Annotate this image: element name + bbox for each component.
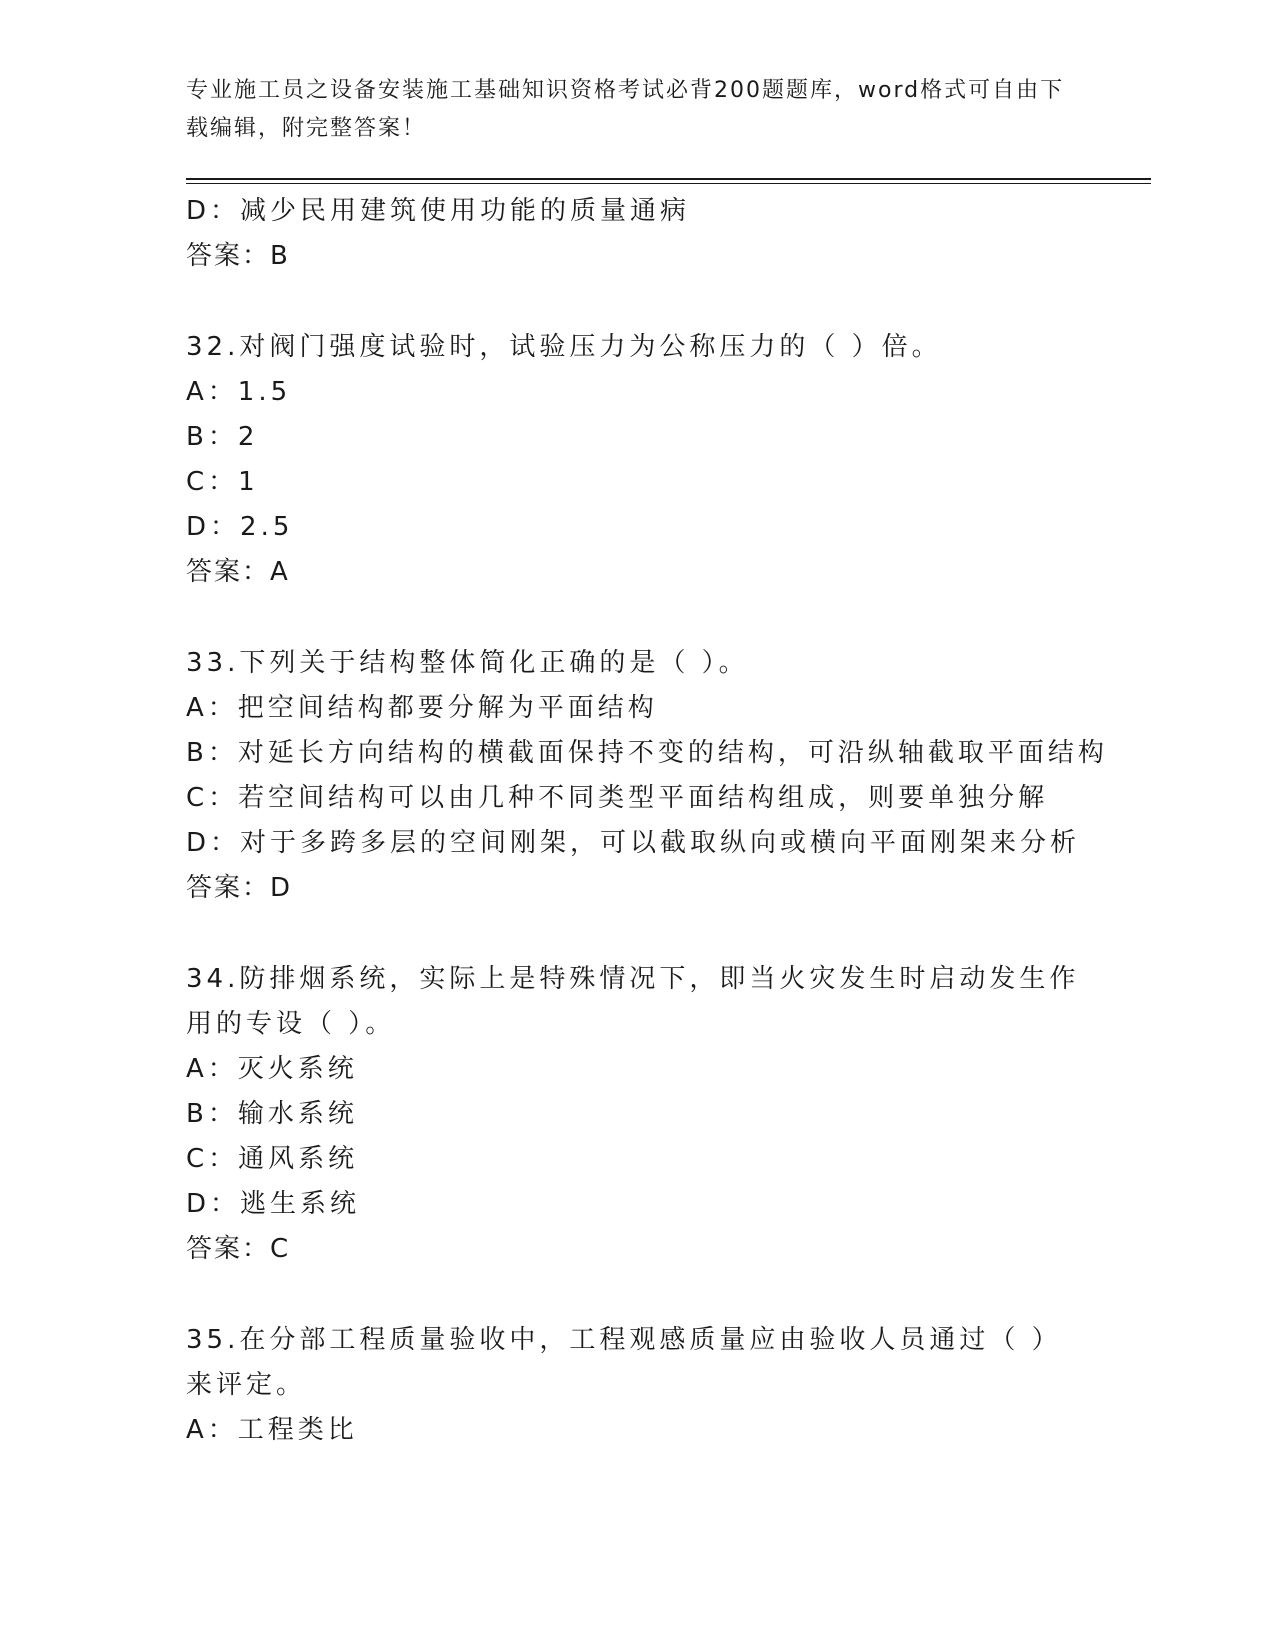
option-a: A：灭火系统 bbox=[186, 1054, 358, 1084]
option-a: A：1.5 bbox=[186, 377, 292, 407]
option-d: D：逃生系统 bbox=[186, 1189, 361, 1219]
option-b: B：对延长方向结构的横截面保持不变的结构，可沿纵轴截取平面结构 bbox=[186, 738, 1108, 768]
question-stem: 34.防排烟系统，实际上是特殊情况下，即当火灾发生时启动发生作用的专设（ ）。 bbox=[186, 964, 1080, 1039]
option-c: C：通风系统 bbox=[186, 1144, 359, 1174]
answer-line: 答案：A bbox=[186, 557, 290, 587]
header-rule-thin bbox=[186, 183, 1151, 184]
question-35 bbox=[186, 1318, 1086, 1453]
question-stem: 35.在分部工程质量验收中，工程观感质量应由验收人员通过（ ）来评定。 bbox=[186, 1325, 1062, 1400]
question-33 bbox=[186, 641, 1108, 911]
option-a: A：把空间结构都要分解为平面结构 bbox=[186, 693, 658, 723]
question-content bbox=[186, 189, 1108, 1453]
document-header: 专业施工员之设备安装施工基础知识资格考试必背200题题库，word格式可自由下载编辑，附完整答案！ bbox=[186, 78, 1065, 141]
option-d: D：对于多跨多层的空间刚架，可以截取纵向或横向平面刚架来分析 bbox=[186, 828, 1081, 858]
option-c: C：1 bbox=[186, 467, 259, 497]
option-c: C：若空间结构可以由几种不同类型平面结构组成，则要单独分解 bbox=[186, 783, 1049, 813]
answer-line: 答案：B bbox=[186, 241, 290, 271]
answer-line: 答案：C bbox=[186, 1234, 291, 1264]
header-rule bbox=[186, 178, 1151, 180]
question-32 bbox=[186, 325, 1086, 595]
option-d: D：减少民用建筑使用功能的质量通病 bbox=[186, 196, 691, 226]
option-b: B：2 bbox=[186, 422, 259, 452]
question-stem: 32.对阀门强度试验时，试验压力为公称压力的（ ）倍。 bbox=[186, 332, 942, 362]
question-34 bbox=[186, 957, 1086, 1272]
answer-line: 答案：D bbox=[186, 873, 293, 903]
question-stem: 33.下列关于结构整体简化正确的是（ ）。 bbox=[186, 648, 749, 678]
option-d: D：2.5 bbox=[186, 512, 294, 542]
option-a: A：工程类比 bbox=[186, 1415, 358, 1445]
option-b: B：输水系统 bbox=[186, 1099, 358, 1129]
